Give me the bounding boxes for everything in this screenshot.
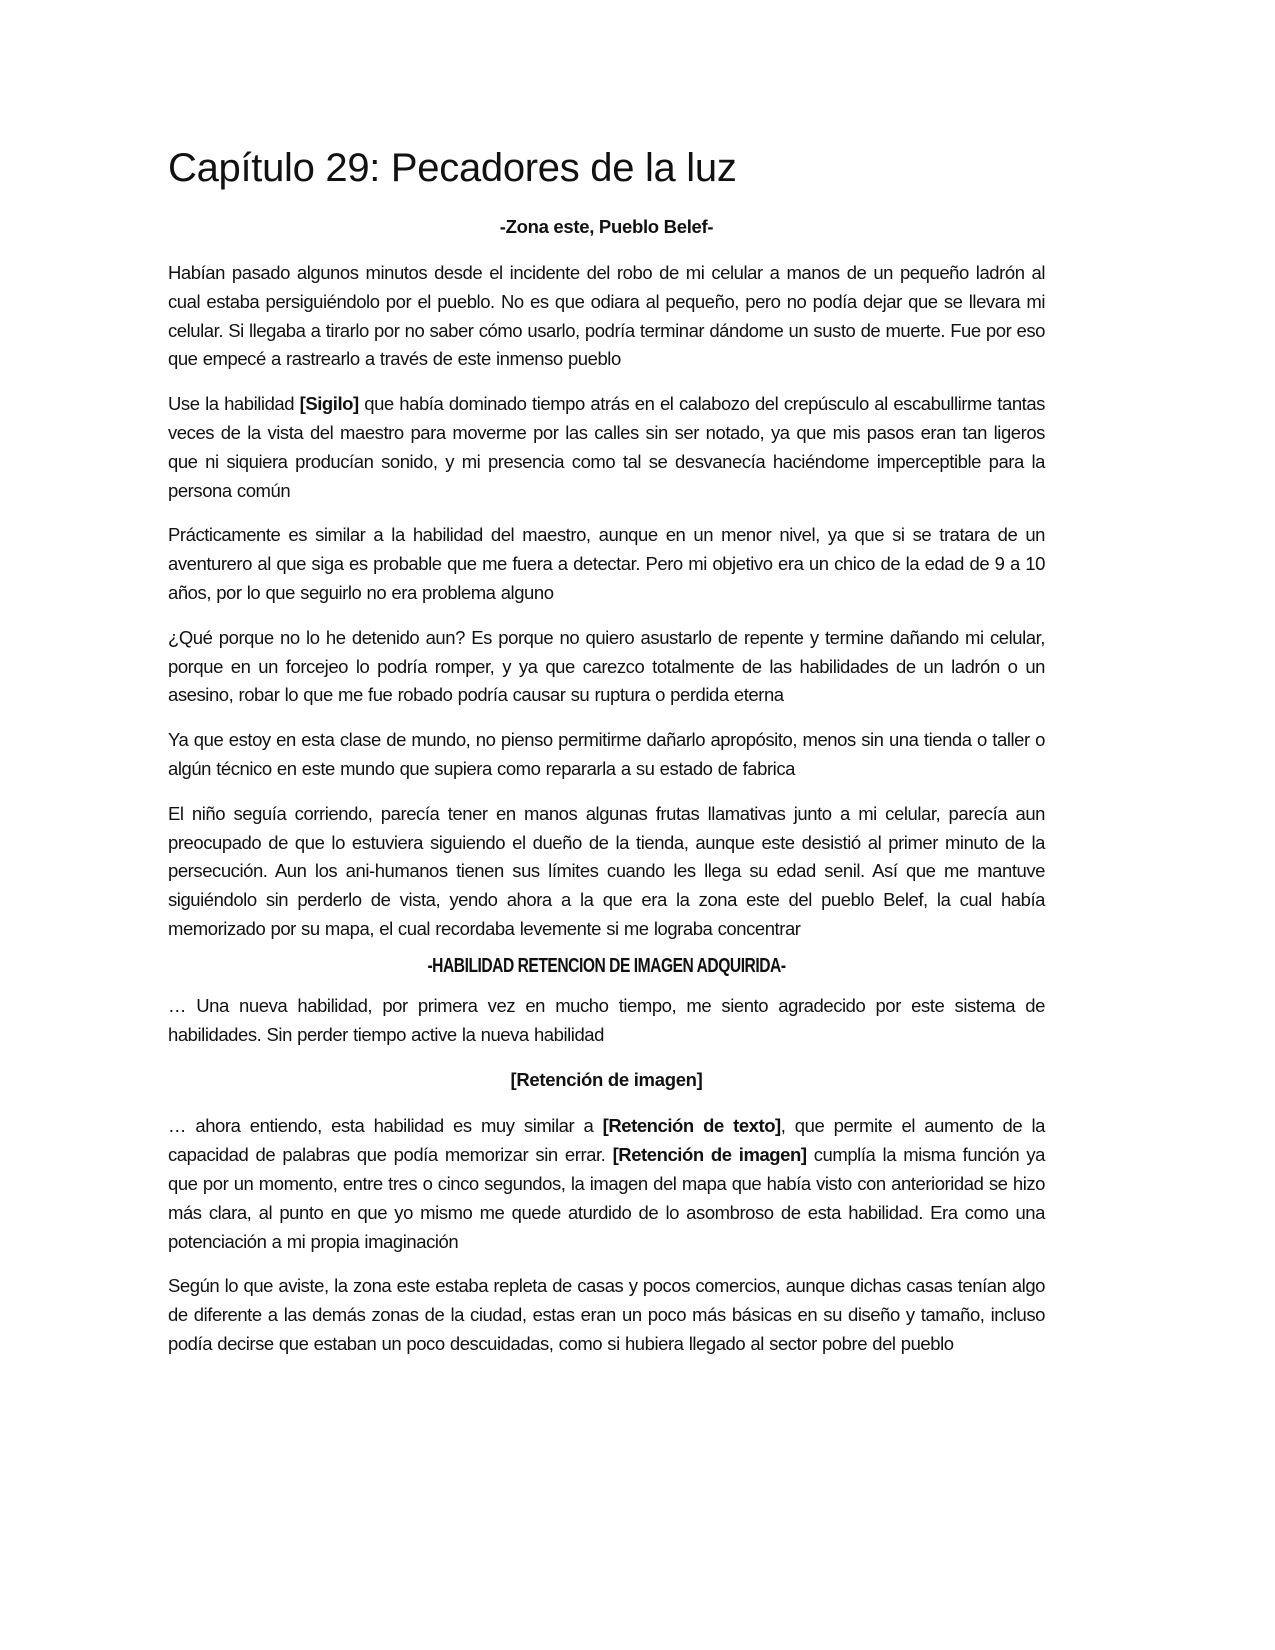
text: cumplía la misma función ya que por un momento, entre tres o cinco segundos, la imagen del mapa que había visto con anterioridad se hizo más clara, al punto en que yo mismo me quede aturdido de lo asombroso de esta habilidad. Era como una potenciación a mi propia imaginación	[168, 1144, 1046, 1252]
skill-heading: [Retención de imagen]	[510, 1069, 703, 1091]
paragraph: ¿Qué porque no lo he detenido aun? Es porque no quiero asustarlo de repente y termine dañando mi celular, porque en un forcejeo lo podría romper, y ya que carezco totalmente de las habilidades de un ladrón o un asesino, robar lo que me fue robado podría causar su ruptura o perdida eterna	[168, 626, 1045, 706]
text: Use la habilidad	[168, 393, 300, 415]
text: … ahora entiendo, esta habilidad es muy similar a	[168, 1115, 603, 1137]
paragraph: Ya que estoy en esta clase de mundo, no pienso permitirme dañarlo apropósito, menos sin una tienda o taller o algún técnico en este mundo que supiera como repararla a su estado de fabrica	[168, 729, 1045, 779]
skill-name: [Sigilo]	[299, 393, 359, 415]
text: , que permite el aumento de la capacidad de palabras que podía memorizar sin errar.	[168, 1115, 1045, 1166]
paragraph: El niño seguía corriendo, parecía tener en manos algunas frutas llamativas junto a mi celular, parecía aun preocupado de que lo estuviera siguiendo el dueño de la tienda, aunque este desistió al primer minuto de la persecución. Aun los ani-humanos tienen sus límites cuando les llega su edad senil. Así que me mantuve siguiéndolo sin perderlo de vista, yendo ahora a la que era la zona este del pueblo Belef, la cual había memorizado por su mapa, el cual recordaba levemente si me lograba concentrar	[168, 802, 1045, 939]
text: que había dominado tiempo atrás en el calabozo del crepúsculo al escabullirme tantas veces de la vista del maestro para moverme por las calles sin ser notado, ya que mis pasos eran tan ligeros que ni siquiera producían sonido, y mi presencia como tal se desvanecía haciéndome imperceptible para la persona común	[168, 393, 1045, 501]
paragraph: … Una nueva habilidad, por primera vez en mucho tiempo, me siento agradecido por este sistema de habilidades. Sin perder tiempo active la nueva habilidad	[168, 994, 1045, 1045]
paragraph-retencion	[168, 1112, 1045, 1256]
paragraph: Prácticamente es similar a la habilidad del maestro, aunque en un menor nivel, ya que si se tratara de un aventurero al que siga es probable que me fuera a detectar. Pero mi objetivo era un chico de la edad de 9 a 10 años, por lo que seguirlo no era problema alguno	[168, 524, 1045, 603]
paragraph: Habían pasado algunos minutos desde el incidente del robo de mi celular a manos de un pequeño ladrón al cual estaba persiguiéndolo por el pueblo. No es que odiara al pequeño, pero no podía dejar que se llevara mi celular. Si llegaba a tirarlo por no saber cómo usarlo, podría terminar dándome un susto de muerte. Fue por eso que empecé a rastrearlo a través de este inmenso pueblo	[168, 262, 1045, 370]
location-heading: -Zona este, Pueblo Belef-	[499, 216, 714, 237]
document-page	[168, 138, 1045, 1375]
paragraph: Según lo que aviste, la zona este estaba repleta de casas y pocos comercios, aunque dichas casas tenían algo de diferente a las demás zonas de la ciudad, estas eran un poco más básicas en su diseño y tamaño, incluso podía decirse que estaban un poco descuidadas, como si hubiera llegado al sector pobre del pueblo	[168, 1275, 1045, 1354]
skill-name: [Retención de texto]	[602, 1115, 781, 1137]
skill-acquired-banner: -HABILIDAD RETENCION DE IMAGEN ADQUIRIDA-	[427, 954, 786, 977]
chapter-title: Capítulo 29: Pecadores de la luz	[168, 146, 737, 190]
skill-name: [Retención de imagen]	[612, 1144, 807, 1166]
paragraph-sigilo	[168, 390, 1045, 505]
